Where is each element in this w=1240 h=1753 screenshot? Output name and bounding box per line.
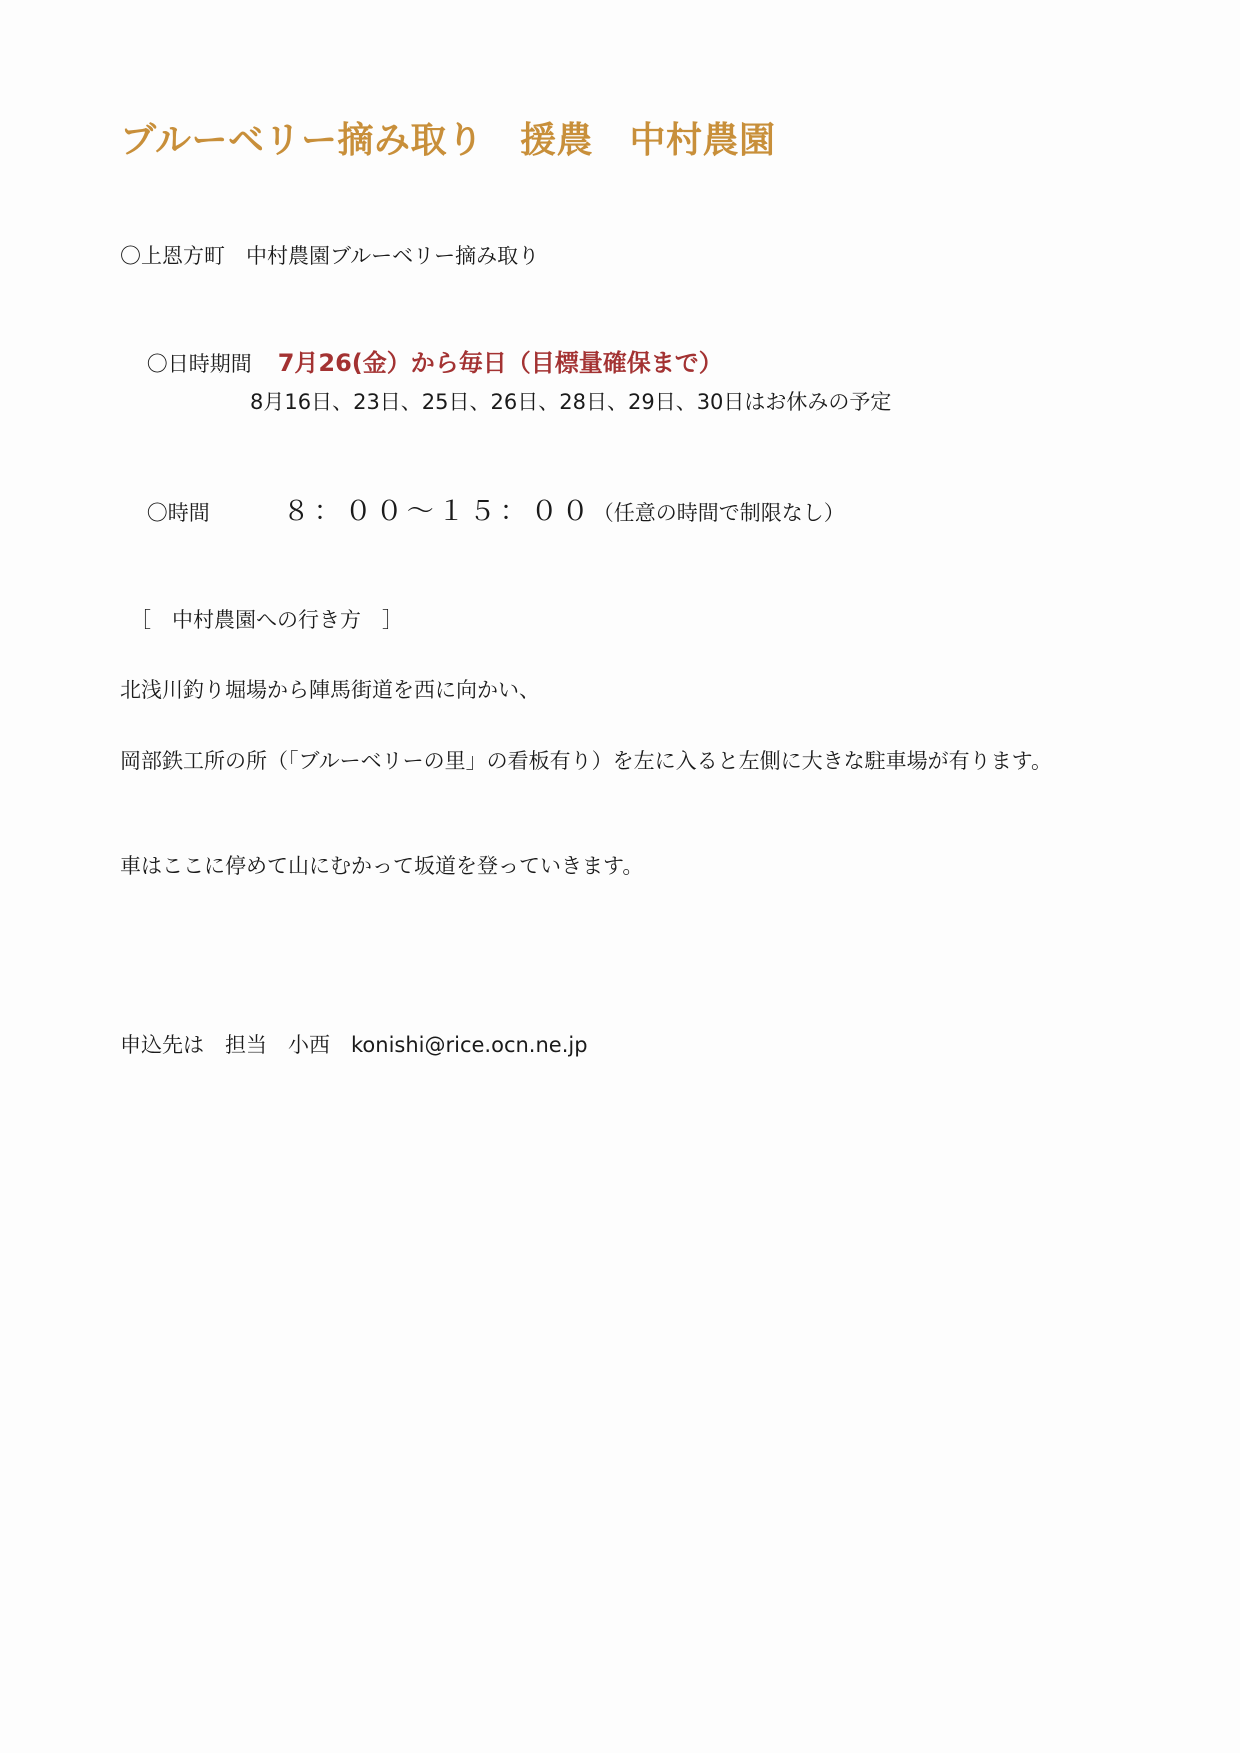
location-line: 〇上恩方町 中村農園ブルーベリー摘み取り — [120, 244, 540, 268]
directions-paragraph-3: 車はここに停めて山にむかって坂道を登っていきます。 — [120, 854, 644, 878]
period-value: 7月26(金）から毎日（目標量確保まで） — [277, 349, 723, 377]
time-note: （任意の時間で制限なし） — [592, 501, 845, 525]
directions-heading: ［ 中村農園への行き方 ］ — [130, 608, 403, 632]
page-title: ブルーベリー摘み取り 援農 中村農園 — [120, 120, 776, 161]
time-row — [120, 458, 845, 567]
time-value: ８：００〜１５：００ — [282, 496, 593, 527]
directions-paragraph-1: 北浅川釣り堀場から陣馬街道を西に向かい、 — [120, 678, 540, 702]
directions-paragraph-2: 岡部鉄工所の所（「ブルーベリーの里」の看板有り）を左に入ると左側に大きな駐車場が有ります。 — [120, 749, 1052, 773]
time-label: 〇時間 — [146, 501, 210, 525]
period-label: 〇日時期間 — [146, 352, 252, 376]
holidays-line: 8月16日、23日、25日、26日、28日、29日、30日はお休みの予定 — [250, 390, 892, 414]
contact-line: 申込先は 担当 小西 konishi@rice.ocn.ne.jp — [120, 1033, 588, 1057]
